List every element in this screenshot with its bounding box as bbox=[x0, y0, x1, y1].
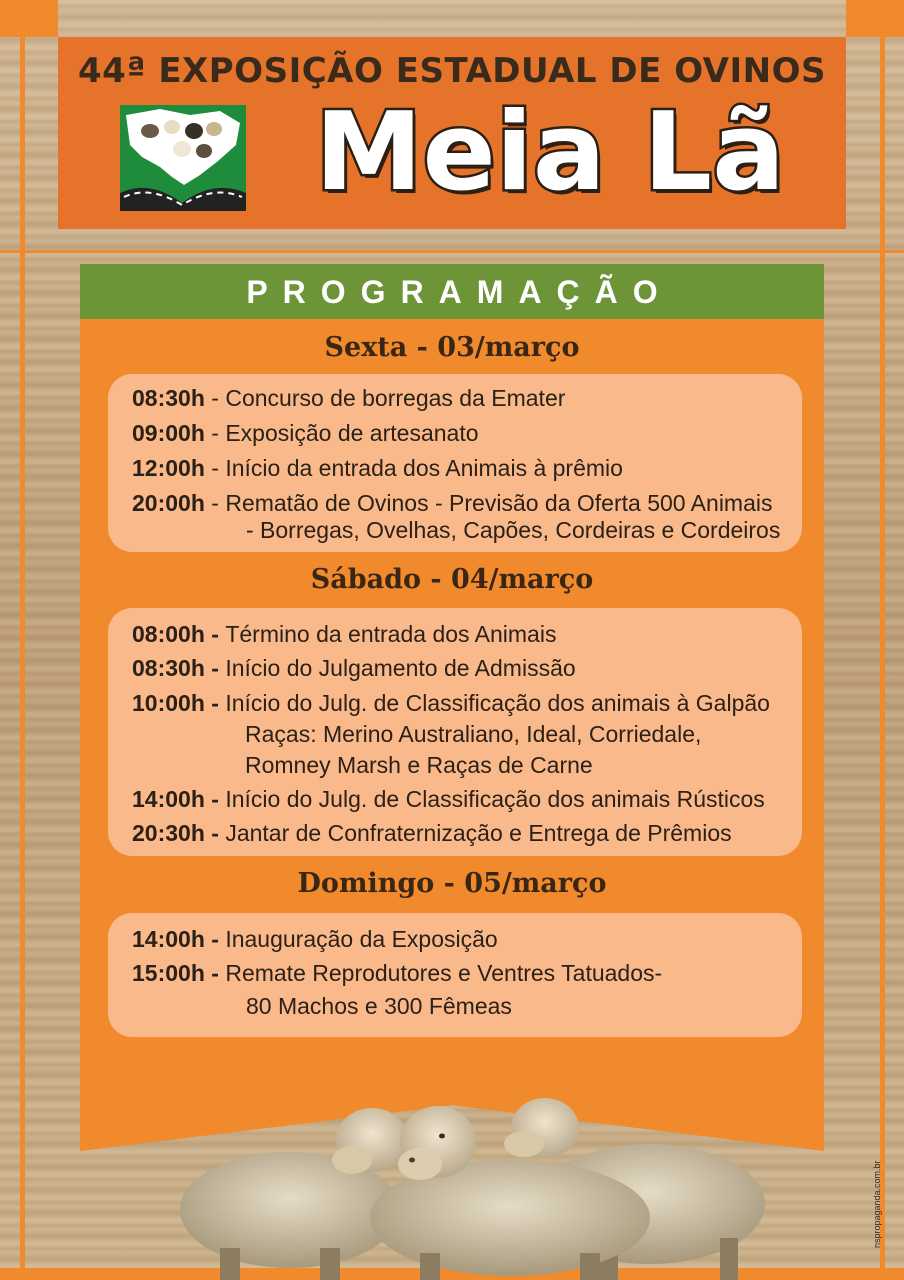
day-heading-saturday: Sábado - 04/março bbox=[310, 564, 594, 595]
event-time: 15:00h bbox=[132, 960, 205, 986]
event-continuation: 80 Machos e 300 Fêmeas bbox=[246, 993, 512, 1019]
event-text: Início da entrada dos Animais à prêmio bbox=[225, 455, 623, 481]
event-sep: - bbox=[204, 655, 226, 681]
event-text: Término da entrada dos Animais bbox=[225, 621, 557, 647]
event-text: Início do Julgamento de Admissão bbox=[225, 655, 576, 681]
event-text: Rematão de Ovinos - Previsão da Oferta 500 Animais bbox=[225, 490, 773, 516]
event-sep: - bbox=[204, 786, 226, 812]
event-sep: - bbox=[204, 960, 226, 986]
day-heading-sunday: Domingo - 05/março bbox=[297, 868, 607, 899]
event-sep: - bbox=[204, 420, 226, 446]
event-item bbox=[132, 817, 732, 849]
event-item bbox=[132, 957, 662, 989]
event-text: Remate Reprodutores e Ventres Tatuados- bbox=[225, 960, 663, 986]
event-text: Exposição de artesanato bbox=[225, 420, 479, 446]
event-item bbox=[132, 923, 498, 955]
brand-name: Meia Lã bbox=[315, 90, 785, 215]
day-card-sunday bbox=[108, 913, 802, 1037]
event-time: 14:00h bbox=[132, 786, 205, 812]
frame-bar-top-left bbox=[0, 0, 58, 37]
event-text: Jantar de Confraternização e Entrega de Prêmios bbox=[225, 820, 732, 846]
event-text: Início do Julg. de Classificação dos animais à Galpão bbox=[225, 690, 770, 716]
frame-bar-left bbox=[20, 0, 25, 1280]
day-card-saturday bbox=[108, 608, 802, 856]
program-title: PROGRAMAÇÃO bbox=[246, 274, 673, 310]
event-time: 08:30h bbox=[132, 655, 205, 681]
event-sep: - bbox=[204, 455, 226, 481]
event-text: Concurso de borregas da Emater bbox=[225, 385, 566, 411]
credit-text: nspropaganda.com.br bbox=[872, 1160, 882, 1248]
event-sep: - bbox=[204, 385, 226, 411]
sheep-illustration bbox=[180, 1088, 780, 1280]
program-title-bar bbox=[80, 264, 824, 319]
event-continuation: Romney Marsh e Raças de Carne bbox=[245, 752, 593, 778]
frame-bar-top-right bbox=[846, 0, 904, 37]
event-item bbox=[132, 452, 623, 484]
event-item bbox=[132, 382, 565, 414]
day-heading-friday: Sexta - 03/março bbox=[324, 332, 580, 363]
event-time: 08:30h bbox=[132, 385, 205, 411]
event-item bbox=[132, 783, 765, 815]
header-panel bbox=[58, 37, 846, 229]
event-time: 20:00h bbox=[132, 490, 205, 516]
event-item bbox=[132, 618, 556, 650]
event-time: 09:00h bbox=[132, 420, 205, 446]
event-continuation: Raças: Merino Australiano, Ideal, Corriedale, bbox=[245, 721, 702, 747]
event-item bbox=[132, 417, 479, 449]
exhibition-logo bbox=[120, 105, 246, 211]
day-card-friday bbox=[108, 374, 802, 552]
frame-line-under-header bbox=[0, 250, 904, 253]
event-sep: - bbox=[204, 490, 226, 516]
frame-bar-right bbox=[880, 0, 885, 1280]
event-time: 08:00h bbox=[132, 621, 205, 647]
event-text: Início do Julg. de Classificação dos animais Rústicos bbox=[225, 786, 765, 812]
event-time: 20:30h bbox=[132, 820, 205, 846]
event-item bbox=[132, 687, 770, 719]
event-time: 12:00h bbox=[132, 455, 205, 481]
event-sep: - bbox=[204, 621, 226, 647]
event-item bbox=[132, 652, 576, 684]
event-text: Inauguração da Exposição bbox=[225, 926, 498, 952]
event-time: 14:00h bbox=[132, 926, 205, 952]
event-continuation: - Borregas, Ovelhas, Capões, Cordeiras e Cordeiros bbox=[246, 517, 781, 543]
event-sep: - bbox=[204, 820, 226, 846]
event-sep: - bbox=[204, 690, 226, 716]
event-time: 10:00h bbox=[132, 690, 205, 716]
event-sep: - bbox=[204, 926, 226, 952]
event-title: 44ª EXPOSIÇÃO ESTADUAL DE OVINOS bbox=[78, 51, 826, 91]
